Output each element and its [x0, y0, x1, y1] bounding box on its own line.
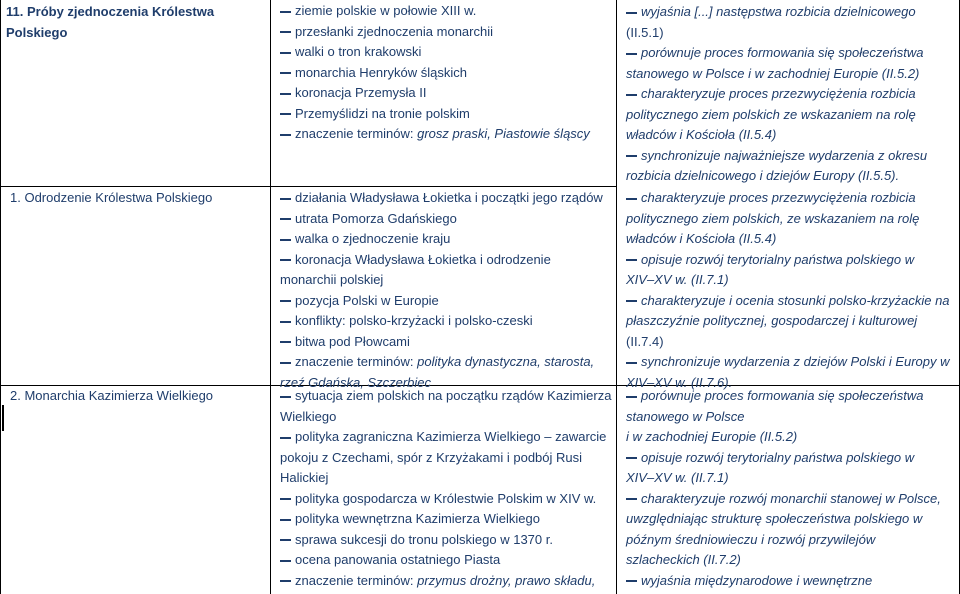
dash-bullet-icon	[280, 498, 291, 500]
requirement-text: politycznego ziem polskich, ze wskazaniem na rolę	[626, 210, 920, 226]
dash-bullet-icon	[626, 580, 637, 582]
dash-bullet-icon	[280, 437, 291, 439]
requirement-line	[626, 291, 956, 312]
requirement-text: stanowego w Polsce	[626, 408, 745, 424]
topic-line	[280, 530, 612, 551]
requirement-text: charakteryzuje proces przezwyciężenia rozbicia	[641, 86, 916, 101]
topic-line	[280, 209, 612, 230]
requirement-line	[626, 64, 956, 85]
topic-text: Halickiej	[280, 470, 329, 485]
dash-bullet-icon	[280, 134, 291, 136]
section-title	[10, 188, 270, 209]
dash-bullet-icon	[626, 396, 637, 398]
requirements-list	[626, 386, 956, 591]
requirement-text: charakteryzuje proces przezwyciężenia rozbicia	[641, 190, 916, 205]
requirement-text: synchronizuje najważniejsze wydarzenia z okresu	[641, 147, 928, 163]
requirement-line	[626, 209, 956, 230]
dash-bullet-icon	[280, 198, 291, 200]
requirement-line	[626, 550, 956, 571]
requirement-line	[626, 407, 956, 428]
section-title-line: 11. Próby zjednoczenia Królestwa	[6, 4, 215, 19]
requirements-list	[626, 2, 956, 187]
topic-text: bitwa pod Płowcami	[295, 333, 410, 349]
requirement-text: rozbicia dzielnicowego i dziejów Europy (II.5.5).	[626, 168, 900, 183]
requirement-text: charakteryzuje rozwój monarchii stanowej w Polsce,	[641, 490, 941, 506]
dash-bullet-icon	[626, 53, 637, 55]
requirement-line	[626, 229, 956, 250]
requirement-line	[626, 23, 956, 44]
requirement-text: płaszczyźnie politycznej, gospodarczej i kulturowej	[626, 313, 918, 328]
requirement-text: XIV–XV w. (II.7.6).	[626, 374, 733, 390]
requirement-line	[626, 427, 956, 448]
requirement-line	[626, 311, 956, 332]
topic-line	[280, 42, 612, 63]
margin-marker	[2, 405, 4, 431]
requirements-list	[626, 188, 956, 393]
topic-text: walki o tron krakowski	[295, 44, 422, 59]
topic-text: sprawa sukcesji do tronu polskiego w 1370 r.	[295, 531, 553, 547]
topic-text: pozycja Polski w Europie	[295, 292, 439, 308]
dash-bullet-icon	[626, 362, 637, 364]
dash-bullet-icon	[626, 457, 637, 459]
dash-bullet-icon	[626, 12, 637, 14]
requirement-text: XIV–XV w. (II.7.1)	[626, 470, 729, 485]
dash-bullet-icon	[626, 155, 637, 157]
terms-italic: przymus drożny, prawo składu,	[417, 572, 596, 588]
requirement-line	[626, 250, 956, 271]
topic-line	[280, 550, 612, 571]
topic-text: ziemie polskie w połowie XIII w.	[295, 3, 477, 18]
dash-bullet-icon	[280, 31, 291, 33]
topic-text: ocena panowania ostatniego Piasta	[295, 552, 501, 567]
requirement-line	[626, 448, 956, 469]
topic-line	[280, 311, 612, 332]
dash-bullet-icon	[280, 321, 291, 323]
terms-prefix: znaczenie terminów:	[295, 354, 418, 369]
requirement-line	[626, 270, 956, 291]
dash-bullet-icon	[280, 218, 291, 220]
terms-line	[280, 352, 612, 373]
dash-bullet-icon	[280, 539, 291, 541]
requirement-line	[626, 468, 956, 489]
table-column-divider-2	[616, 0, 617, 594]
terms-line	[280, 124, 612, 145]
section-title-line: Polskiego	[6, 24, 68, 40]
topic-line	[280, 270, 612, 291]
dash-bullet-icon	[280, 72, 291, 74]
topics-list	[280, 188, 612, 393]
requirement-text: władców i Kościoła (II.5.4)	[626, 231, 777, 246]
dash-bullet-icon	[626, 300, 637, 302]
requirement-text: późnym średniowieczu i rozwój przywilejów	[626, 531, 876, 547]
topic-text: utrata Pomorza Gdańskiego	[295, 210, 457, 226]
dash-bullet-icon	[280, 362, 291, 364]
requirement-text: i w zachodniej Europie (II.5.2)	[626, 429, 798, 444]
topic-line	[280, 83, 612, 104]
requirement-text: stanowego w Polsce i w zachodniej Europie (II.5.2)	[626, 65, 920, 81]
requirement-text: opisuje rozwój terytorialny państwa polskiego w	[641, 449, 915, 465]
dash-bullet-icon	[280, 239, 291, 241]
dash-bullet-icon	[280, 396, 291, 398]
topic-text: Wielkiego	[280, 408, 337, 424]
topic-line	[280, 1, 612, 22]
requirement-line	[626, 571, 956, 592]
topic-text: Przemyślidzi na tronie polskim	[295, 105, 470, 121]
dash-bullet-icon	[280, 519, 291, 521]
terms-line	[280, 571, 612, 592]
terms-italic: grosz praski, Piastowie śląscy	[417, 126, 590, 141]
requirement-line	[626, 2, 956, 23]
topic-text: koronacja Władysława Łokietka i odrodzenie	[295, 251, 551, 267]
requirement-text: uwzględniając strukturę społeczeństwa polskiego w	[626, 511, 923, 526]
requirement-text: XIV–XV w. (II.7.1)	[626, 272, 729, 287]
topic-line	[280, 407, 612, 428]
topic-line	[280, 489, 612, 510]
terms-prefix: znaczenie terminów:	[295, 126, 418, 141]
topic-line	[280, 332, 612, 353]
requirement-text: porównuje proces formowania się społeczeństwa	[641, 388, 924, 403]
dash-bullet-icon	[280, 113, 291, 115]
requirement-text: szlacheckich (II.7.2)	[626, 552, 741, 567]
dash-bullet-icon	[280, 560, 291, 562]
requirement-text: wyjaśnia międzynarodowe i wewnętrzne	[641, 572, 873, 588]
requirement-text: (II.5.1)	[626, 24, 664, 40]
dash-bullet-icon	[626, 259, 637, 261]
section-title	[10, 386, 270, 407]
topic-text: monarchii polskiej	[280, 272, 384, 287]
requirement-line	[626, 166, 956, 187]
dash-bullet-icon	[280, 300, 291, 302]
section-title	[6, 2, 266, 43]
topic-text: działania Władysława Łokietka i początki jego rządów	[295, 190, 603, 205]
requirement-text: wyjaśnia [...] następstwa rozbicia dzielnicowego	[641, 4, 916, 19]
topic-text: polityka zagraniczna Kazimierza Wielkiego – zawarcie	[295, 429, 607, 444]
topic-line	[280, 468, 612, 489]
requirement-line	[626, 530, 956, 551]
section-title-line: 1. Odrodzenie Królestwa Polskiego	[10, 190, 213, 205]
section-title-line: 2. Monarchia Kazimierza Wielkiego	[10, 388, 214, 403]
dash-bullet-icon	[626, 498, 637, 500]
table-border-left	[0, 0, 1, 594]
requirement-line	[626, 84, 956, 105]
topics-list	[280, 1, 612, 145]
topic-text: polityka wewnętrzna Kazimierza Wielkiego	[295, 511, 540, 526]
dash-bullet-icon	[280, 93, 291, 95]
topic-line	[280, 509, 612, 530]
topic-line	[280, 427, 612, 448]
requirement-line	[626, 386, 956, 407]
topic-text: sytuacja ziem polskich na początku rządów Kazimierza	[295, 388, 612, 403]
table-column-divider-1	[270, 0, 271, 594]
terms-prefix: znaczenie terminów:	[295, 572, 418, 588]
terms-line: rzeź Gdańska, Szczerbiec	[280, 374, 432, 390]
topic-text: monarchia Henryków śląskich	[295, 64, 467, 80]
terms-italic: polityka dynastyczna, starosta,	[417, 354, 595, 369]
requirement-line	[626, 489, 956, 510]
row-divider-1	[0, 186, 616, 187]
requirement-line	[626, 105, 956, 126]
topic-line	[280, 104, 612, 125]
topic-text: koronacja Przemysła II	[295, 85, 427, 100]
requirement-line	[626, 125, 956, 146]
dash-bullet-icon	[280, 11, 291, 13]
requirement-line	[626, 43, 956, 64]
requirement-text: opisuje rozwój terytorialny państwa polskiego w	[641, 251, 915, 267]
topic-line	[280, 250, 612, 271]
requirement-text: synchronizuje wydarzenia z dziejów Polski i Europy w	[641, 354, 950, 369]
topic-line	[280, 229, 612, 250]
dash-bullet-icon	[280, 341, 291, 343]
requirement-text: charakteryzuje i ocenia stosunki polsko-krzyżackie na	[641, 292, 950, 308]
topic-text: walka o zjednoczenie kraju	[295, 231, 451, 246]
requirement-line	[626, 332, 956, 353]
topic-text: konflikty: polsko-krzyżacki i polsko-czeski	[295, 313, 533, 328]
requirement-text: politycznego ziem polskich ze wskazaniem na rolę	[626, 106, 916, 122]
topic-text: pokoju z Czechami, spór z Krzyżakami i podbój Rusi	[280, 449, 583, 465]
requirement-line	[626, 352, 956, 373]
dash-bullet-icon	[280, 259, 291, 261]
requirement-line	[626, 146, 956, 167]
topic-line	[280, 63, 612, 84]
requirement-text: (II.7.4)	[626, 333, 664, 349]
dash-bullet-icon	[626, 94, 637, 96]
topic-text: przesłanki zjednoczenia monarchii	[295, 23, 493, 39]
topic-line	[280, 448, 612, 469]
dash-bullet-icon	[280, 52, 291, 54]
requirement-text: porównuje proces formowania się społeczeństwa	[641, 45, 924, 60]
topic-line	[280, 386, 612, 407]
topics-list	[280, 386, 612, 591]
requirement-line	[626, 188, 956, 209]
topic-line	[280, 22, 612, 43]
dash-bullet-icon	[280, 580, 291, 582]
topic-line	[280, 188, 612, 209]
dash-bullet-icon	[626, 198, 637, 200]
requirement-line	[626, 509, 956, 530]
topic-text: polityka gospodarcza w Królestwie Polskim w XIV w.	[295, 490, 597, 506]
requirement-text: władców i Kościoła (II.5.4)	[626, 127, 777, 142]
topic-line	[280, 291, 612, 312]
